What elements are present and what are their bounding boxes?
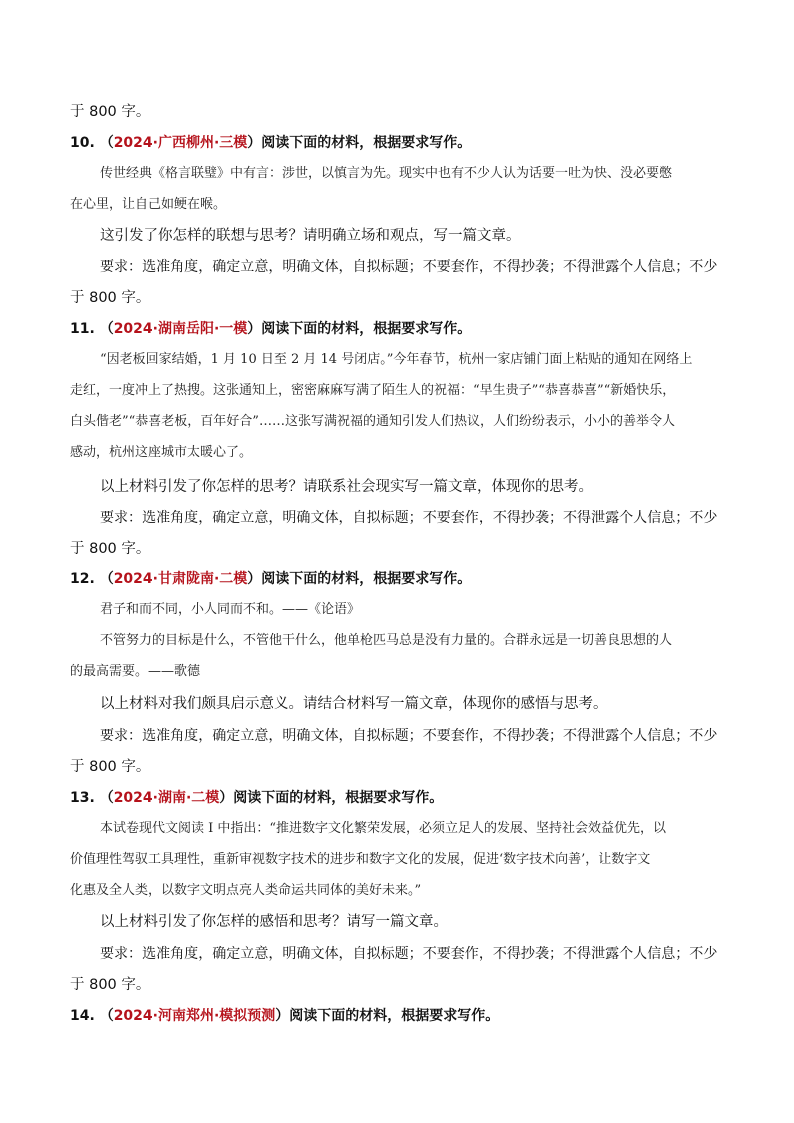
material-line: 感动，杭州这座城市太暖心了。 (70, 445, 253, 460)
question-number: 14. (70, 1008, 95, 1024)
question-prompt: 阅读下面的材料，根据要求写作。 (261, 135, 472, 151)
question-source: 2024·河南郑州·模拟预测 (113, 1008, 276, 1024)
question-heading: 10. （2024·广西柳州·三模）阅读下面的材料，根据要求写作。 (70, 135, 472, 151)
question-heading: 12. （2024·甘肃陇南·二模）阅读下面的材料，根据要求写作。 (70, 571, 472, 587)
text-line: 以上材料引发了你怎样的感悟和思考？请写一篇文章。 (100, 914, 448, 930)
question-number: 10. (70, 135, 95, 151)
material-line: 不管努力的目标是什么，不管他干什么，他单枪匹马总是没有力量的。合群永远是一切善良思想的人 (100, 633, 673, 648)
material-line: 君子和而不同，小人同而不和。——《论语》 (100, 602, 361, 617)
requirement-line: 要求：选准角度，确定立意，明确文体，自拟标题；不要套作，不得抄袭；不得泄露个人信息；不少 (100, 728, 718, 744)
question-prompt: 阅读下面的材料，根据要求写作。 (261, 571, 472, 587)
text-line: 以上材料引发了你怎样的思考？请联系社会现实写一篇文章，体现你的思考。 (100, 479, 593, 495)
text-line: 于 800 字。 (70, 977, 151, 993)
requirement-line: 要求：选准角度，确定立意，明确文体，自拟标题；不要套作，不得抄袭；不得泄露个人信息；不少 (100, 259, 718, 275)
question-number: 13. (70, 790, 95, 806)
material-line: 化惠及全人类，以数字文明点亮人类命运共同体的美好未来。” (70, 883, 422, 898)
question-heading: 14. （2024·河南郑州·模拟预测）阅读下面的材料，根据要求写作。 (70, 1008, 500, 1024)
question-source: 2024·湖南·二模 (113, 790, 220, 806)
material-line: 走红，一度冲上了热搜。这张通知上，密密麻麻写满了陌生人的祝福：“早生贵子”“恭喜恭喜”“新婚快乐， (70, 383, 676, 398)
material-line: 传世经典《格言联璧》中有言：涉世，以慎言为先。现实中也有不少人认为话要一吐为快、没必要憋 (100, 166, 673, 181)
requirement-line: 要求：选准角度，确定立意，明确文体，自拟标题；不要套作，不得抄袭；不得泄露个人信息；不少 (100, 946, 718, 962)
question-heading: 11. （2024·湖南岳阳·一模）阅读下面的材料，根据要求写作。 (70, 321, 472, 337)
material-line: 在心里，让自己如鲠在喉。 (70, 197, 227, 212)
text-line: 于 800 字。 (70, 541, 151, 557)
text-line: 于 800 字。 (70, 290, 151, 306)
question-prompt: 阅读下面的材料，根据要求写作。 (289, 1008, 500, 1024)
material-line: 白头偕老”“恭喜老板，百年好合”……这张写满祝福的通知引发人们热议，人们纷纷表示，小小的善举令人 (70, 414, 675, 429)
question-number: 12. (70, 571, 95, 587)
text-line: 以上材料对我们颇具启示意义。请结合材料写一篇文章，体现你的感悟与思考。 (100, 696, 608, 712)
material-line: “因老板回家结婚，1 月 10 日至 2 月 14 号闭店。”今年春节，杭州一家店铺门面上粘贴的通知在网络上 (100, 352, 693, 367)
question-number: 11. (70, 321, 95, 337)
question-prompt: 阅读下面的材料，根据要求写作。 (261, 321, 472, 337)
text-line: 于 800 字。 (70, 104, 151, 120)
material-line: 价值理性驾驭工具理性，重新审视数字技术的进步和数字文化的发展，促进‘数字技术向善’，让数字文 (70, 852, 651, 867)
question-heading: 13. （2024·湖南·二模）阅读下面的材料，根据要求写作。 (70, 790, 444, 806)
question-source: 2024·广西柳州·三模 (113, 135, 248, 151)
text-line: 这引发了你怎样的联想与思考？请明确立场和观点，写一篇文章。 (100, 228, 521, 244)
material-line: 的最高需要。——歌德 (70, 664, 201, 679)
question-prompt: 阅读下面的材料，根据要求写作。 (233, 790, 444, 806)
question-source: 2024·湖南岳阳·一模 (113, 321, 248, 337)
text-line: 于 800 字。 (70, 759, 151, 775)
requirement-line: 要求：选准角度，确定立意，明确文体，自拟标题；不要套作，不得抄袭；不得泄露个人信息；不少 (100, 510, 718, 526)
question-source: 2024·甘肃陇南·二模 (113, 571, 248, 587)
material-line: 本试卷现代文阅读 I 中指出：“推进数字文化繁荣发展，必须立足人的发展、坚持社会效益优先，以 (100, 821, 667, 836)
